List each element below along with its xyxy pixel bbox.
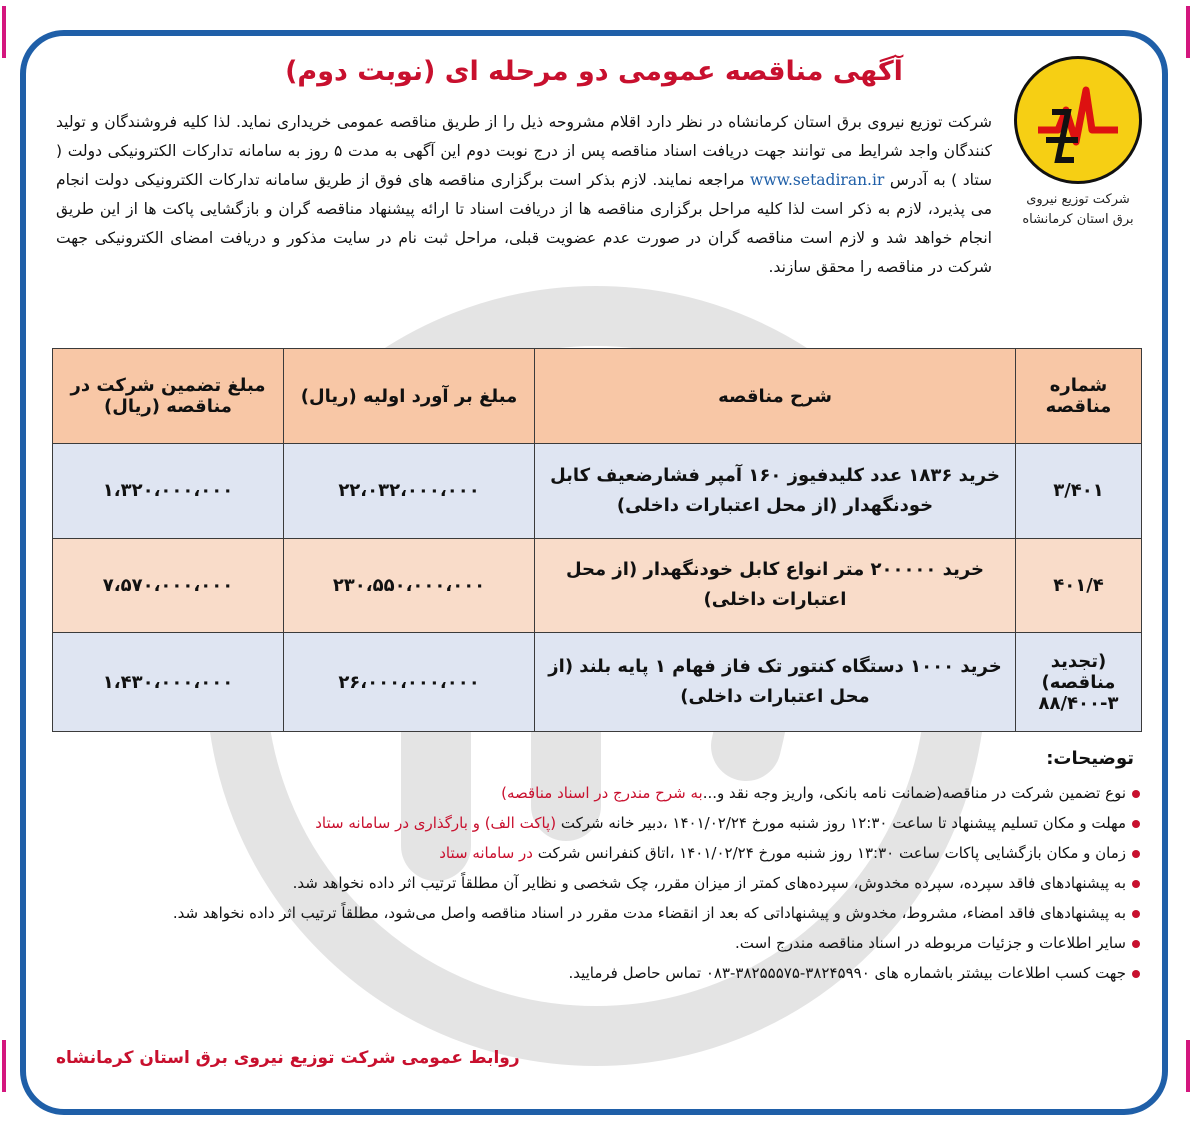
note-text: سایر اطلاعات و جزئیات مربوطه در اسناد مناقصه مندرج است. [735, 934, 1126, 952]
bullet-icon [1132, 820, 1140, 828]
tender-description: خرید ۱۸۳۶ عدد کلیدفیوز ۱۶۰ آمپر فشارضعیف کابل خودنگهدار (از محل اعتبارات داخلی) [535, 444, 1016, 539]
tender-estimate: ۲۶،۰۰۰،۰۰۰،۰۰۰ [284, 633, 535, 732]
tender-guarantee: ۷،۵۷۰،۰۰۰،۰۰۰ [53, 538, 284, 633]
right-margin-mark [1186, 6, 1190, 58]
note-highlight: به شرح مندرج در اسناد مناقصه) [501, 784, 703, 802]
notice-title: آگهی مناقصه عمومی دو مرحله ای (نوبت دوم) [285, 56, 903, 87]
tender-description: خرید ۲۰۰۰۰۰ متر انواع کابل خودنگهدار (از محل اعتبارات داخلی) [535, 538, 1016, 633]
bullet-icon [1132, 850, 1140, 858]
header-tender-description: شرح مناقصه [535, 349, 1016, 444]
right-bottom-mark [1186, 1040, 1190, 1092]
tender-description: خرید ۱۰۰۰ دستگاه کنتور تک فاز فهام ۱ پایه بلند (از محل اعتبارات داخلی) [535, 633, 1016, 732]
tender-estimate: ۲۳۰،۵۵۰،۰۰۰،۰۰۰ [284, 538, 535, 633]
list-item [56, 898, 1140, 928]
tender-guarantee: ۱،۴۳۰،۰۰۰،۰۰۰ [53, 633, 284, 732]
header-estimate: مبلغ بر آورد اولیه (ریال) [284, 349, 535, 444]
header-guarantee: مبلغ تضمین شرکت در مناقصه (ریال) [53, 349, 284, 444]
note-text: نوع تضمین شرکت در مناقصه(ضمانت نامه بانکی، واریز وجه نقد و... [702, 784, 1126, 802]
list-item [56, 808, 1140, 838]
note-highlight: (پاکت الف) و بارگذاری در سامانه ستاد [315, 814, 557, 832]
setadiran-link[interactable]: www.setadiran.ir [750, 171, 885, 189]
notes-list [56, 778, 1140, 988]
company-logo [1008, 56, 1148, 230]
notice-frame [20, 30, 1168, 1115]
tender-table [52, 348, 1142, 732]
list-item [56, 928, 1140, 958]
note-text: به پیشنهادهای فاقد سپرده، سپرده مخدوش، سپرده‌های کمتر از میزان مقرر، چک شخصی و نظایر آن مطلقاً ترتیب اثر داده نخواهد شد. [292, 874, 1126, 892]
intro-text-part1: شرکت توزیع نیروی برق استان کرمانشاه در نظر دارد اقلام مشروحه ذیل را از طریق مناقصه عمومی خریداری نماید. لذا کلیه فروشندگان و تولید کنندگان واجد شرایط می توانند جهت دریافت اسناد مناقصه پس از درج نوبت دوم این آگهی به مدت ۵ روز به سامانه تدارکات الکترونیکی دولت ( ستاد ) به آدرس [56, 113, 993, 189]
note-text: به پیشنهادهای فاقد امضاء، مشروط، مخدوش و پیشنهاداتی که بعد از انقضاء مدت مقرر در اسناد مناقصه واصل می‌شود، مطلقاً ترتیب اثر داده نخواهد شد. [172, 904, 1126, 922]
list-item [56, 838, 1140, 868]
footer-signature: روابط عمومی شرکت توزیع نیروی برق استان کرمانشاه [56, 1048, 520, 1068]
note-text: زمان و مکان بازگشایی پاکات ساعت ۱۳:۳۰ روز شنبه مورخ ۱۴۰۱/۰۲/۲۴ ،اتاق کنفرانس شرکت [537, 844, 1126, 862]
tender-number: ۳/۴۰۱ [1016, 444, 1142, 539]
bullet-icon [1132, 880, 1140, 888]
lightning-logo-icon [1014, 56, 1142, 184]
bullet-icon [1132, 970, 1140, 978]
logo-caption-line2: برق استان کرمانشاه [1022, 212, 1134, 227]
notes-title: توضیحات: [1046, 748, 1134, 769]
bullet-icon [1132, 790, 1140, 798]
table-row [53, 444, 1142, 539]
note-text: مهلت و مکان تسلیم پیشنهاد تا ساعت ۱۲:۳۰ روز شنبه مورخ ۱۴۰۱/۰۲/۲۴ ،دبیر خانه شرکت [560, 814, 1126, 832]
table-header-row [53, 349, 1142, 444]
list-item [56, 868, 1140, 898]
tender-number: (تجدید مناقصه) ۳-۸۸/۴۰۰ [1016, 633, 1142, 732]
tender-number: ۴۰۱/۴ [1016, 538, 1142, 633]
logo-caption-line1: شرکت توزیع نیروی [1026, 192, 1130, 207]
intro-paragraph [56, 108, 992, 282]
tender-estimate: ۲۲،۰۳۲،۰۰۰،۰۰۰ [284, 444, 535, 539]
table-row [53, 633, 1142, 732]
bullet-icon [1132, 940, 1140, 948]
left-margin-mark [2, 6, 6, 58]
note-highlight: در سامانه ستاد [439, 844, 533, 862]
table-row [53, 538, 1142, 633]
note-text: جهت کسب اطلاعات بیشتر باشماره های ۳۸۲۴۵۹۹۰-۳۸۲۵۵۵۷۵-۰۸۳ تماس حاصل فرمایید. [568, 964, 1126, 982]
list-item [56, 778, 1140, 808]
intro-text-part2: مراجعه نمایند. لازم بذکر است برگزاری مناقصه های فوق از طریق سامانه تدارکات الکترونیکی دولت انجام می پذیرد، لازم به ذکر است لذا کلیه مراحل برگزاری مناقصه ها از دریافت اسناد تا ارائه پیشنهاد مناقصه گران و بازگشایی پاکت ها از این طریق انجام خواهد شد و لازم است مناقصه گران در صورت عدم عضویت قبلی، مراحل ثبت نام در سایت مذکور و دریافت امضای الکترونیکی جهت شرکت در مناقصه را محقق سازند. [56, 171, 992, 276]
bullet-icon [1132, 910, 1140, 918]
tender-guarantee: ۱،۳۲۰،۰۰۰،۰۰۰ [53, 444, 284, 539]
list-item [56, 958, 1140, 988]
left-bottom-mark [2, 1040, 6, 1092]
header-tender-number: شماره مناقصه [1016, 349, 1142, 444]
